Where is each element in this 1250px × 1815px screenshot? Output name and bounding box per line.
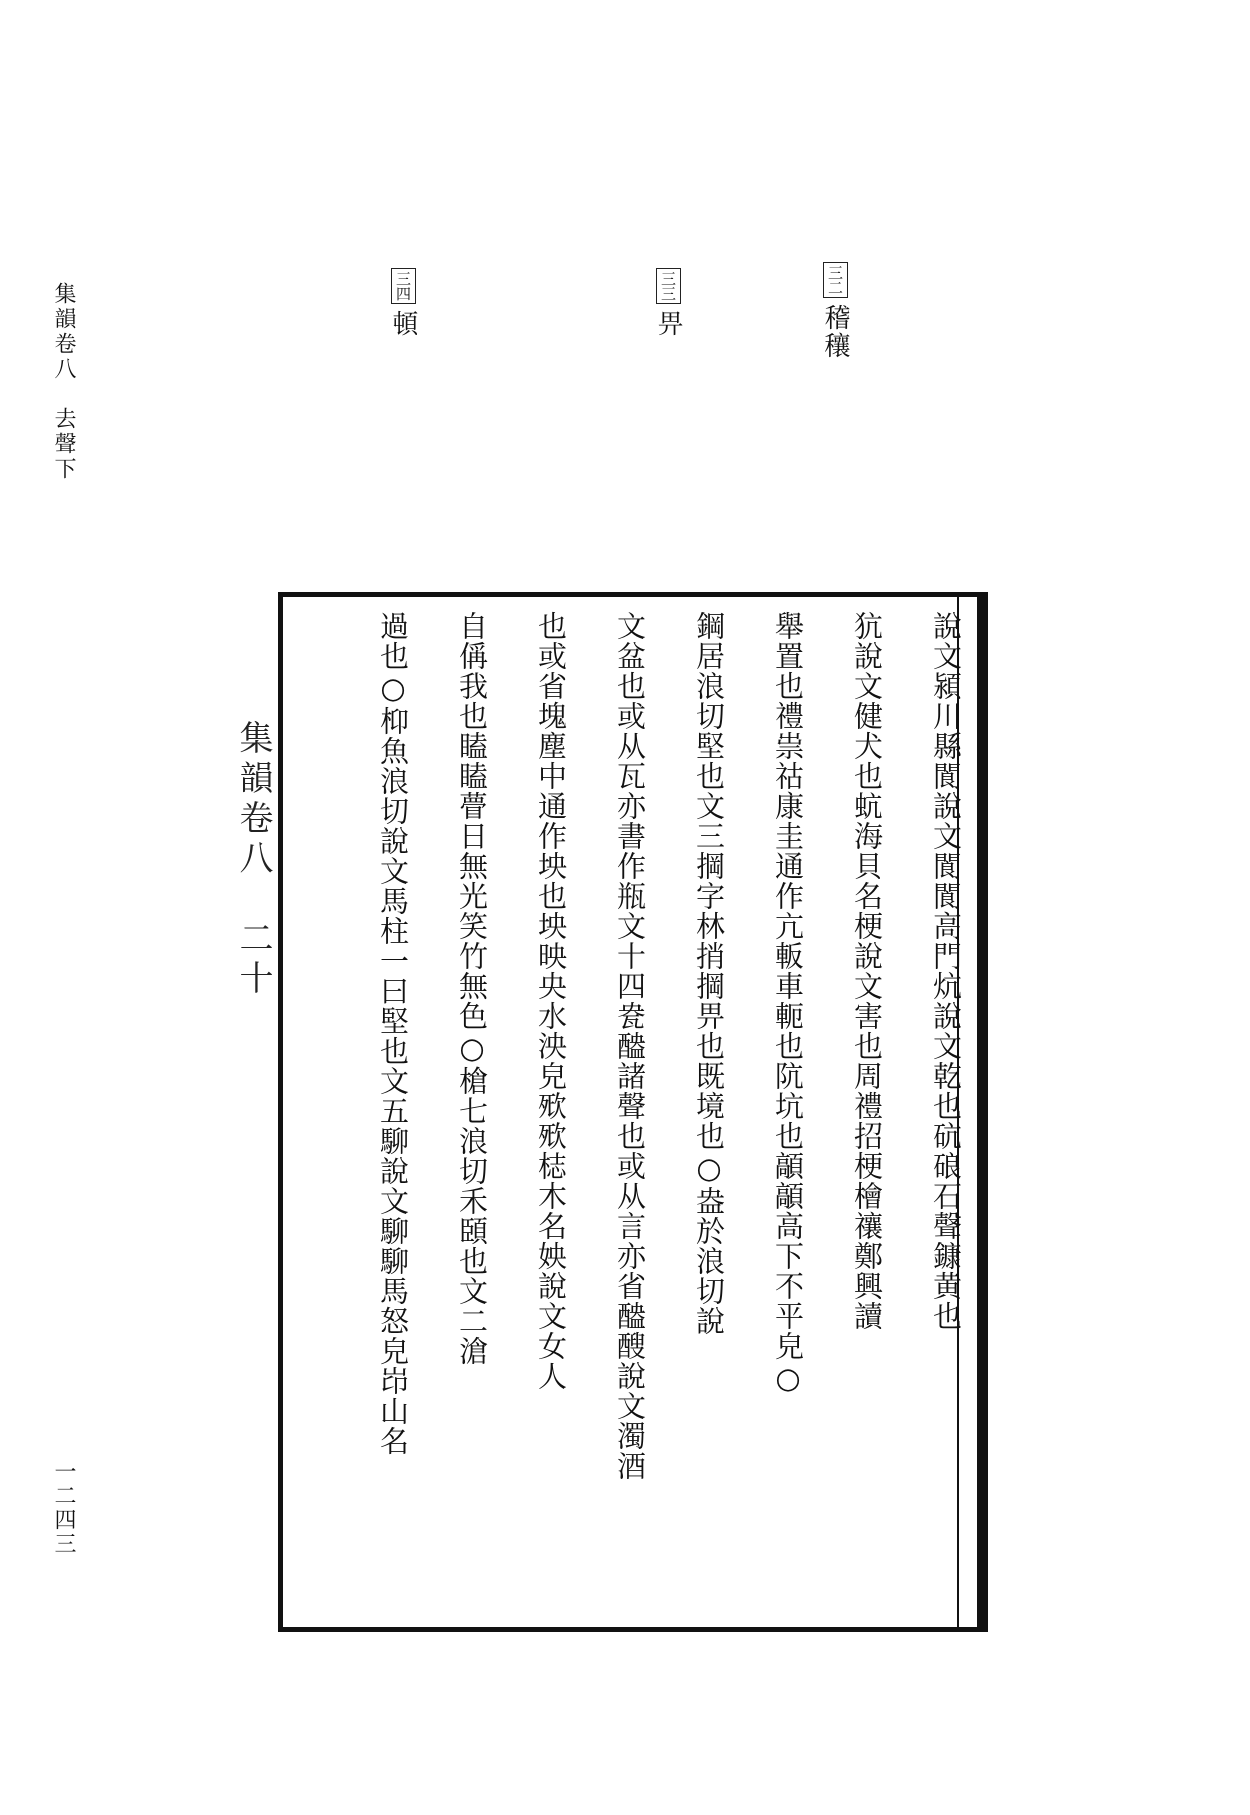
note-text-33: 畀 — [653, 310, 683, 338]
text-column-1: 說文潁川縣閬說文閬閬高門炕說文乾也砊硠石聲鏮黄也 — [929, 611, 963, 1331]
note-text-32: 稽穰 — [820, 304, 850, 360]
text-column-5: 文盆也或从瓦亦書作瓶文十四㼜醠諸聲也或从言亦省醠醙說文濁酒 — [613, 611, 647, 1481]
note-number-32: 三二 — [823, 262, 848, 298]
note-number-33: 三三 — [656, 268, 681, 304]
collation-note-32 — [817, 262, 854, 360]
text-column-3: 舉置也禮祟祜康圭通作亢䡊車軛也阬坑也䯪䯪高下不平皃○ — [771, 611, 805, 1396]
text-block — [278, 592, 988, 1632]
page-number: 一二四三 — [51, 1460, 76, 1556]
gutter-label: 集韻卷八 二十 — [233, 720, 273, 1000]
text-column-4: 鋼居浪切堅也文三掆字林捎掆畀也既境也○盎於浪切說 — [692, 611, 726, 1336]
text-column-7: 自偁我也瞌瞌瞢日無光笑竹無色○槍七浪切禾頣也文二滄 — [455, 611, 489, 1366]
text-column-8: 過也○枊魚浪切說文馬柱一曰堅也文五駠說文駠駠馬怒皃岇山名 — [376, 611, 410, 1456]
text-column-2: 犺說文健犬也蚢海貝名梗說文害也周禮招梗檜禳鄭興讀 — [850, 611, 884, 1331]
collation-note-33 — [650, 268, 687, 338]
note-number-34: 三四 — [391, 268, 416, 304]
note-text-34: 頓 — [388, 310, 418, 338]
collation-note-34 — [385, 268, 422, 338]
text-column-6: 也或省塊塵中通作坱也坱映央水泱皃㰷㰷梽木名姎說文女人 — [534, 611, 568, 1391]
running-title: 集韻卷八 去聲下 — [51, 282, 76, 482]
